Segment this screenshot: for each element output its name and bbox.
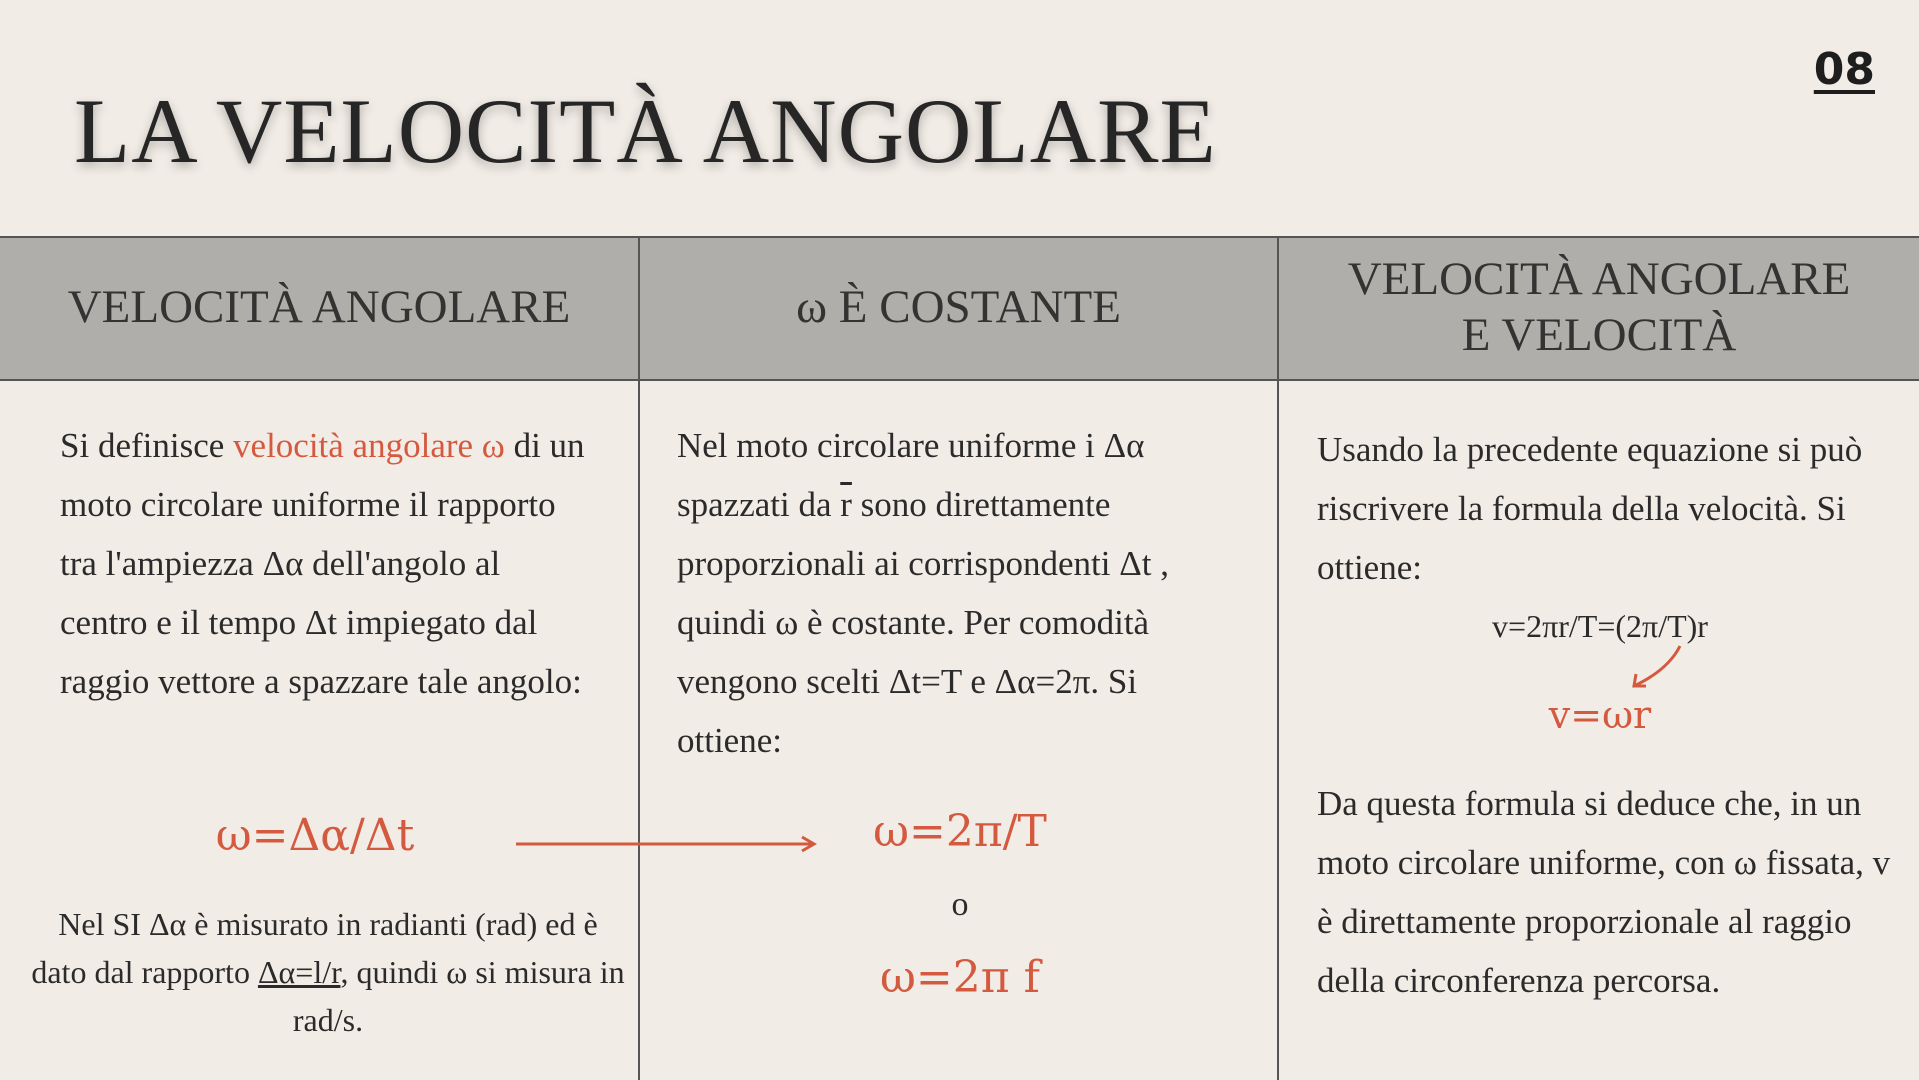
arrow-to-constant-formula: [516, 833, 822, 857]
slide-title: LA VELOCITÀ ANGOLARE: [74, 80, 1217, 182]
column-header-line: E VELOCITÀ: [1461, 308, 1737, 361]
constant-omega-text-part: Nel moto circolare uniforme i Δα spazzati da: [677, 426, 1145, 524]
si-unit-note: [28, 900, 628, 1044]
definition-text-part: di un moto circolare uniforme il rapporto tra l'ampiezza Δα dell'angolo al centro e il tempo Δt impiegato dal raggio vettore a spazzare tale angolo:: [60, 426, 585, 701]
constant-omega-text-part: sono direttamente proporzionali ai corrispondenti Δt , quindi ω è costante. Per comodità vengono scelti Δt=T e Δα=2π. Si ottiene:: [677, 485, 1169, 760]
column-header-omega-constant: [640, 236, 1277, 377]
formula-period: ω=2π/T: [873, 806, 1047, 857]
column-header-label: ω È COSTANTE: [796, 280, 1121, 333]
formula-frequency: ω=2π f: [880, 952, 1040, 1003]
formula-angular-velocity: ω=Δα/Δt: [215, 810, 415, 861]
radius-vector-symbol: $\overline{r}$: [840, 485, 852, 524]
si-unit-note-part: Nel SI Δα è misurato in radianti (rad) ed è dato dal rapporto: [31, 906, 598, 990]
formula-linear-velocity: v=ωr: [1548, 693, 1652, 737]
column-header-angular-velocity: [0, 236, 638, 377]
column-header-line: VELOCITÀ ANGOLARE: [1347, 252, 1851, 305]
si-unit-note-part: , quindi ω si misura in rad/s.: [292, 954, 625, 1038]
column-header-angular-and-linear-velocity: [1279, 236, 1919, 377]
definition-text-part: Si definisce: [60, 426, 234, 465]
slide-number: 08: [1813, 44, 1875, 95]
content-table: [0, 236, 1919, 1080]
constant-omega-text: [677, 416, 1237, 770]
conclusion-text: Da questa formula si deduce che, in un moto circolare uniforme, con ω fissata, v è direttamente proporzionale al raggio della circonferenza percorsa.: [1317, 784, 1891, 1000]
curved-arrow-icon: [1628, 644, 1684, 690]
velocity-equation: v=2πr/T=(2π/T)r: [1492, 608, 1708, 644]
formula-separator: o: [951, 886, 969, 923]
column-header-label: VELOCITÀ ANGOLARE: [67, 280, 571, 333]
column-header-label: [1348, 251, 1851, 363]
definition-text: [60, 416, 590, 711]
radian-definition: Δα=l/r: [257, 954, 341, 990]
velocity-intro-text: Usando la precedente equazione si può riscrivere la formula della velocità. Si ottiene:: [1317, 430, 1863, 587]
angular-velocity-term: velocità angolare ω: [233, 426, 505, 465]
